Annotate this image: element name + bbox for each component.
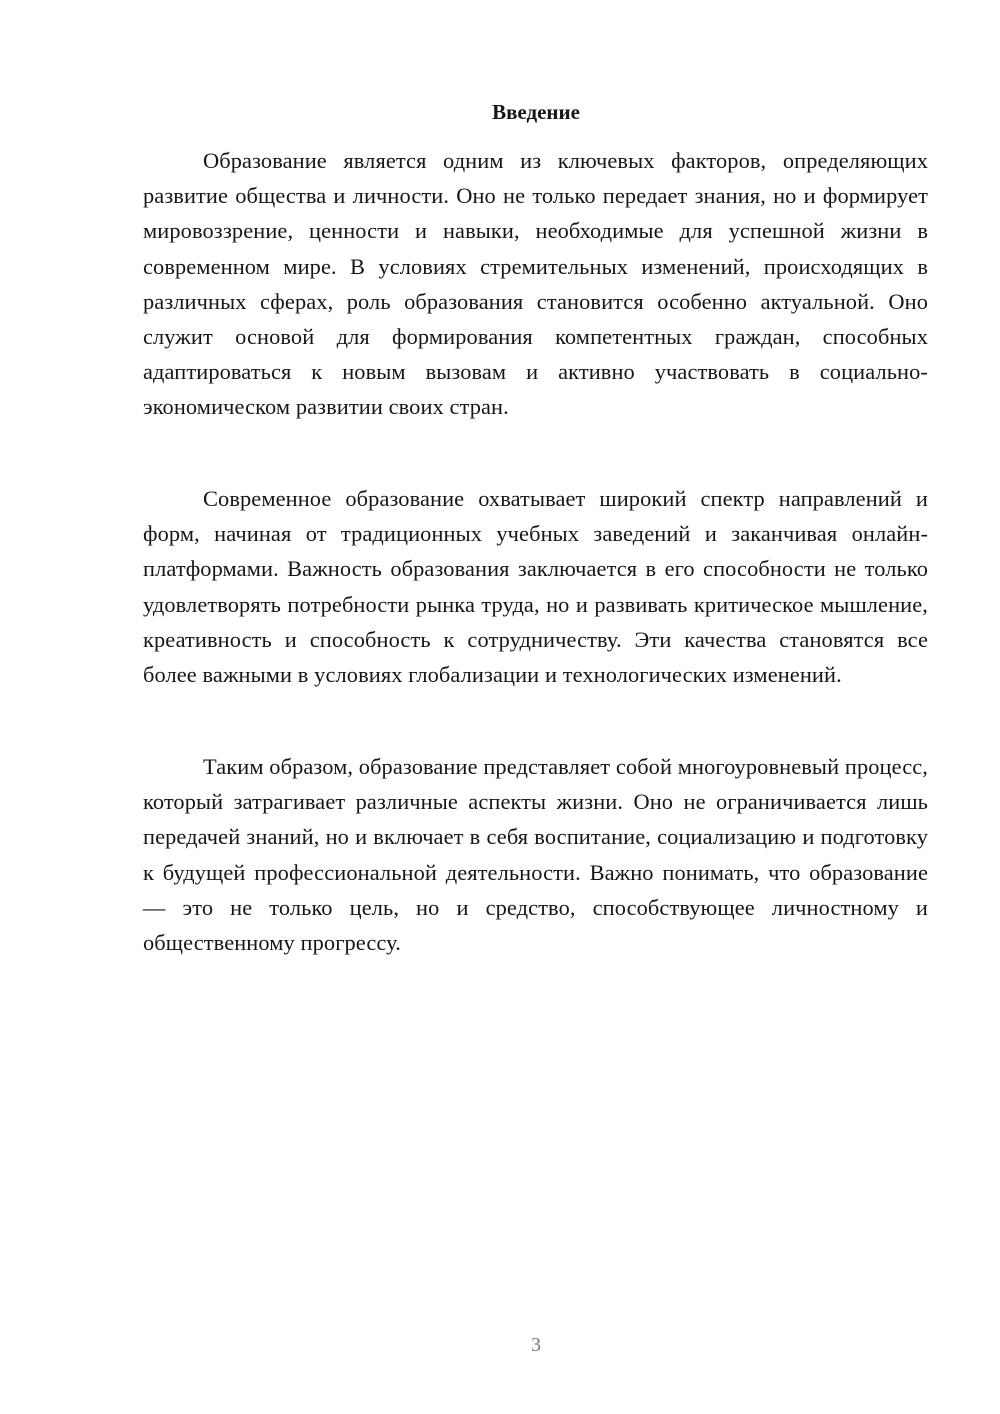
paragraph-1: Образование является одним из ключевых факторов, определяющих развитие общества и личности. Оно не только передает знания, но и формирует мировоззрение, ценности и навыки, необходимые для успешной жизни в современном мире. В условиях стремительных изменений, происходящих в различных сферах, роль образования становится особенно актуальной. Оно служит основой для формирования компетентных граждан, способных адаптироваться к новым вызовам и активно участвовать в социально-экономическом развитии своих стран.: [143, 148, 928, 420]
section-heading: Введение: [492, 100, 580, 124]
page-number: 3: [531, 1334, 541, 1356]
paragraph-3: Таким образом, образование представляет собой многоуровневый процесс, который затрагивает различные аспекты жизни. Оно не ограничивается лишь передачей знаний, но и включает в себя воспитание, социализацию и подготовку к будущей профессиональной деятельности. Важно понимать, что образование — это не только цель, но и средство, способствующее личностному и общественному прогрессу.: [143, 754, 928, 956]
paragraph-2: Современное образование охватывает широкий спектр направлений и форм, начиная от традиционных учебных заведений и заканчивая онлайн-платформами. Важность образования заключается в его способности не только удовлетворять потребности рынка труда, но и развивать критическое мышление, креативность и способность к сотрудничеству. Эти качества становятся все более важными в условиях глобализации и технологических изменений.: [143, 486, 928, 688]
